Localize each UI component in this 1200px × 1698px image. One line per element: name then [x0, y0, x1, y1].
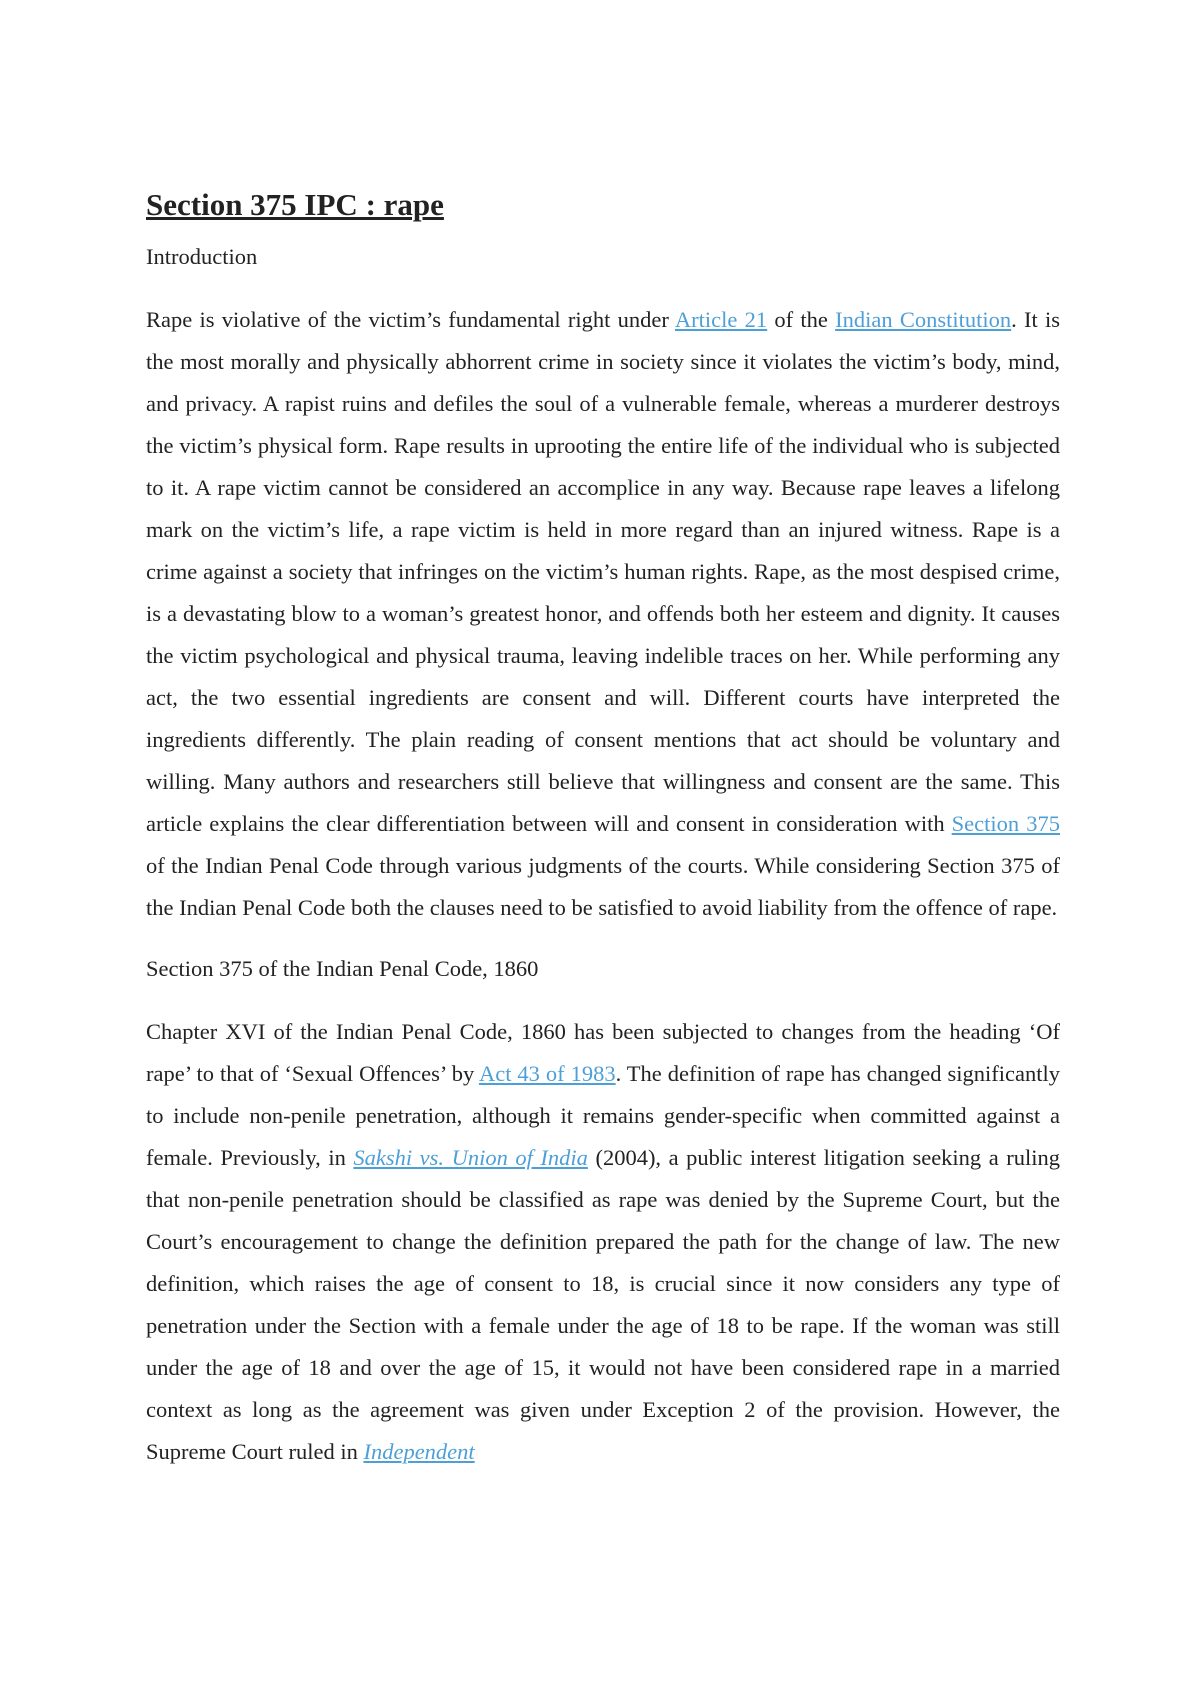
section-375-link[interactable]: Section 375: [951, 810, 1061, 836]
introduction-heading: Introduction: [146, 243, 258, 269]
indian-constitution-link[interactable]: Indian Constitution: [835, 306, 1012, 332]
intro-text-2: of the: [767, 306, 836, 332]
page-title: Section 375 IPC : rape: [146, 187, 444, 222]
section-375-heading: Section 375 of the Indian Penal Code, 1860: [146, 955, 539, 981]
intro-text-4: of the Indian Penal Code through various judgments of the courts. While considering Section 375 of the Indian Penal Code both the clauses need to be satisfied to avoid liability from the offence of rape.: [146, 852, 1060, 920]
act-43-of-1983-link[interactable]: Act 43 of 1983: [478, 1061, 616, 1086]
section-375-paragraph: [146, 1011, 1060, 1473]
document-page: [146, 186, 1060, 1499]
article-21-link[interactable]: Article 21: [674, 306, 768, 332]
independent-case-link[interactable]: Independent: [363, 1439, 475, 1464]
sakshi-vs-union-of-india-link[interactable]: Sakshi vs. Union of India: [353, 1145, 588, 1170]
section-text-1: Chapter XVI of the Indian Penal Code, 1860 has been subjected to changes from the heading ‘Of rape’ to that of ‘Sexual Offences’ by: [146, 1019, 1060, 1086]
section-text-2: . The definition of rape has changed significantly to include non-penile penetration, although it remains gender-specific when committed against a female. Previously, in: [146, 1061, 1060, 1170]
section-text-3: (2004), a public interest litigation seeking a ruling that non-penile penetration should be classified as rape was denied by the Supreme Court, but the Court’s encouragement to change the definition prepared the path for the change of law. The new definition, which raises the age of consent to 18, is crucial since it now considers any type of penetration under the Section with a female under the age of 18 to be rape. If the woman was still under the age of 18 and over the age of 15, it would not have been considered rape in a married context as long as the agreement was given under Exception 2 of the provision. However, the Supreme Court ruled in: [146, 1145, 1060, 1464]
intro-text-1: Rape is violative of the victim’s fundamental right under: [146, 306, 675, 332]
introduction-paragraph: [146, 299, 1060, 929]
intro-text-3: . It is the most morally and physically abhorrent crime in society since it violates the victim’s body, mind, and privacy. A rapist ruins and defiles the soul of a vulnerable female, whereas a murderer destroys the victim’s physical form. Rape results in uprooting the entire life of the individual who is subjected to it. A rape victim cannot be considered an accomplice in any way. Because rape leaves a lifelong mark on the victim’s life, a rape victim is held in more regard than an injured witness. Rape is a crime against a society that infringes on the victim’s human rights. Rape, as the most despised crime, is a devastating blow to a woman’s greatest honor, and offends both her esteem and dignity. It causes the victim psychological and physical trauma, leaving indelible traces on her. While performing any act, the two essential ingredients are consent and will. Different courts have interpreted the ingredients differently. The plain reading of consent mentions that act should be voluntary and willing. Many authors and researchers still believe that willingness and consent are the same. This article explains the clear differentiation between will and consent in consideration with: [146, 306, 1061, 836]
